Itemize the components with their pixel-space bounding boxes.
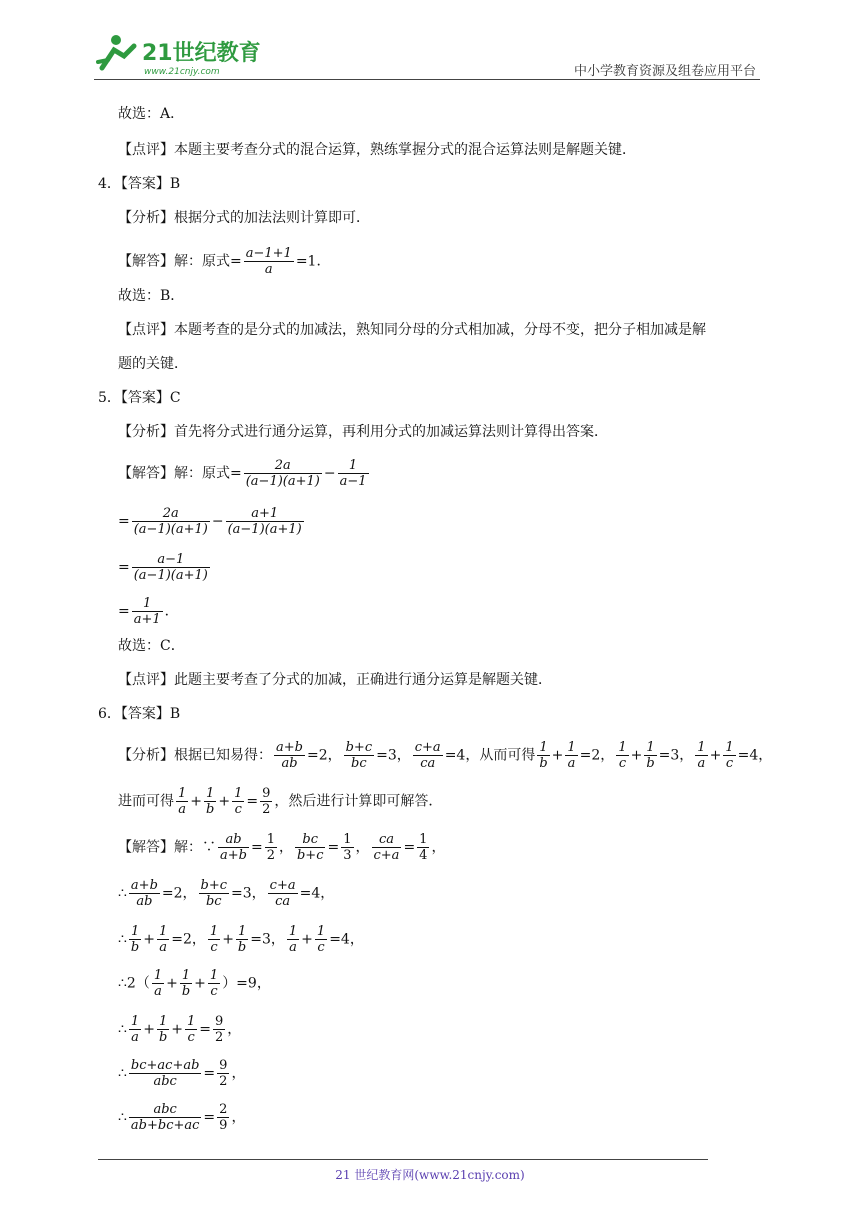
q6-answer: 6．【答案】B [98, 706, 181, 722]
q5-step: = $\frac{2a}{(a-1)(a+1)}$ − $\frac{a+1}{(a-1)(a+1)}$ [118, 506, 302, 537]
footer-divider [98, 1159, 708, 1160]
q5-answer: 5．【答案】C [98, 390, 181, 406]
q6-step: ∴ bc+ac+ab abc = $\frac{9}{2}$ ， [118, 1058, 246, 1089]
page-footer: 21 世纪教育网(www.21cnjy.com) [335, 1168, 525, 1182]
q5-comment: 【点评】此题主要考查了分式的加减，正确进行通分运算是解题关键． [118, 672, 552, 688]
q6-step: ∴ $\frac{a+b}{ab}$ =2， $\frac{b+c}{bc}$ =3， $\frac{c+a}{ca}$ =4， [118, 878, 335, 909]
q6-step: ∴2（ $\frac{1}{a}$ + $\frac{1}{b}$ + $\frac{1}{c}$ ）=9， [118, 968, 271, 999]
logo-url: www.21cnjy.com [144, 67, 220, 77]
q6-step: ∴ abc ab+bc+ac = $\frac{2}{9}$ ， [118, 1102, 246, 1133]
fraction: $\frac{a-1+1}{a}$ [245, 246, 292, 277]
q4-comment: 题的关键． [118, 356, 188, 372]
logo-icon [94, 30, 264, 78]
q4-comment: 【点评】本题考查的是分式的加减法，熟知同分母的分式相加减，分母不变，把分子相加减是解 [118, 322, 706, 338]
sol-suffix: =1． [295, 253, 331, 270]
header-divider [94, 79, 760, 80]
logo-text: 21世纪教育 [142, 41, 261, 66]
q4-analysis: 【分析】根据分式的加法法则计算即可． [118, 210, 370, 226]
q6-solution: 【解答】解：∵ $\frac{ab}{a+b}$ = $\frac{1}{2}$ ， $\frac{bc}{b+c}$ = $\frac{1}{3}$ ， $\frac{ca}{c+a}$ = $\frac{1}{4}$ ， [118, 832, 446, 863]
text-line: 【点评】本题主要考查分式的混合运算，熟练掌握分式的混合运算法则是解题关键． [118, 142, 636, 158]
q6-step: ∴ $\frac{1}{a}$ + $\frac{1}{b}$ + $\frac{1}{c}$ = $\frac{9}{2}$ ， [118, 1014, 242, 1045]
q6-analysis: 【分析】根据已知易得： $\frac{a+b}{ab}$ =2， $\frac{b+c}{bc}$ =3， $\frac{c+a}{ca}$ =4，从而可得 $\frac{1}{b}$ + $\frac{1}{a}$ =2， $\frac{1}{c}$ + $\frac{1}{b}$ =3， $\frac{1}{a}$ + $\frac{1}{c}$ =4， [118, 740, 773, 771]
q5-analysis: 【分析】首先将分式进行通分运算，再利用分式的加减运算法则计算得出答案． [118, 424, 608, 440]
q5-step: = $\frac{a-1}{(a-1)(a+1)}$ [118, 552, 208, 583]
q4-solution [118, 246, 330, 277]
q5-solution: 【解答】解：原式= $\frac{2a}{(a-1)(a+1)}$ − $\frac{1}{a-1}$ [118, 458, 367, 489]
text-line: 故选：A． [118, 106, 185, 122]
q5-choose: 故选：C． [118, 638, 185, 654]
q6-analysis-cont: 进而可得 $\frac{1}{a}$ + $\frac{1}{b}$ + $\frac{1}{c}$ = $\frac{9}{2}$ ，然后进行计算即可解答． [118, 786, 443, 817]
page-header [94, 30, 760, 82]
q6-step: ∴ $\frac{1}{b}$ + $\frac{1}{a}$ =2， $\frac{1}{c}$ + $\frac{1}{b}$ =3， $\frac{1}{a}$ + $\frac{1}{c}$ =4， [118, 924, 364, 955]
sol-prefix: 【解答】解：原式= [118, 253, 242, 270]
header-right-text: 中小学教育资源及组卷应用平台 [573, 64, 756, 79]
q4-answer: 4．【答案】B [98, 176, 181, 192]
q5-step: = $\frac{1}{a+1}$ ． [118, 596, 179, 627]
q4-choose: 故选：B． [118, 288, 185, 304]
